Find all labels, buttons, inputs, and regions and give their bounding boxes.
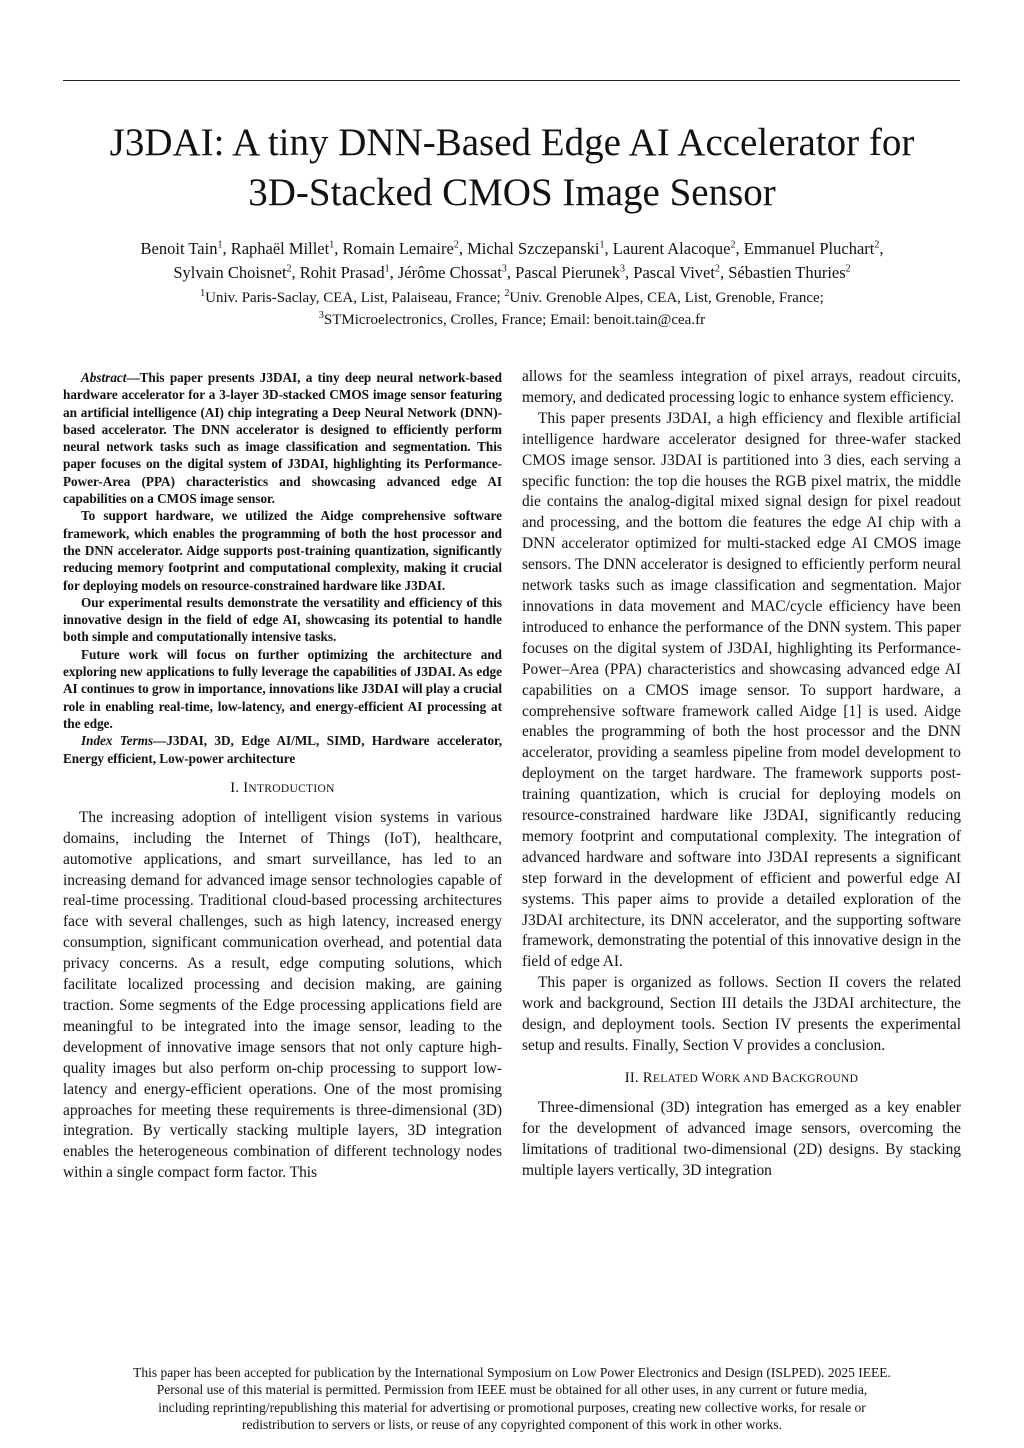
author: Sébastien Thuries$^2$ [728,263,851,282]
index-terms: Index Terms—J3DAI, 3D, Edge AI/ML, SIMD, Hardware accelerator, Energy efficient, Low-power architecture [63,733,502,766]
abstract-label: Abstract [81,370,127,385]
intro-paragraph-continued: allows for the seamless integration of pixel arrays, readout circuits, memory, and dedicated processing logic to enhance system efficiency. [522,368,961,406]
copyright-line: This paper has been accepted for publication by the International Symposium on Low Power Electronics and Design (ISLPED). 2025 IEEE. [133,1365,891,1380]
author: Benoit Tain$^1$, [140,239,231,258]
author: Pascal Vivet$^2$, [633,263,729,282]
copyright-notice [40,1364,984,1434]
author: Sylvain Choisnet$^2$, [173,263,300,282]
intro-paragraph: The increasing adoption of intelligent vision systems in various domains, including the Internet of Things (IoT), healthcare, automotive applications, and smart surveillance, has led to an increasing demand for advanced image sensor technologies capable of real-time processing. Traditional cloud-based processing architectures face with several challenges, such as high latency, increased energy consumption, significant communication overhead, and potential data privacy concerns. As a result, edge computing solutions, which facilitate localized processing and decision making, are gaining traction. Some segments of the Edge processing applications field are meaningful to be integrated into the image sensor, leading to the development of innovative image sensors that not only capture high-quality images but also perform on-chip processing to support low-latency and energy-efficient operations. One of the most promising approaches for meeting these requirements is three-dimensional (3D) integration. By vertically stacking multiple layers, 3D integration enables the heterogeneous combination of different technology nodes within a single compact form factor. This [63,808,502,1182]
affiliation-3: STMicroelectronics, Crolles, France; Email: benoit.tain@cea.fr [323,312,706,328]
intro-paragraph: This paper is organized as follows. Section II covers the related work and background, Section III details the J3DAI architecture, the design, and deployment tools. Section IV presents the experimental setup and results. Finally, Section V provides a conclusion. [522,974,961,1054]
section-heading-introduction: I. INTRODUCTION [230,779,335,796]
author: Jérôme Chossat$^3$, [397,263,516,282]
author: Laurent Alacoque$^2$, [612,239,744,258]
abstract-paragraph: To support hardware, we utilized the Aidge comprehensive software framework, which enables the programming of both the host processor and the DNN accelerator. Aidge supports post-training quantization, significantly reducing memory footprint and computational complexity, making it crucial for deploying models on resource-constrained hardware like J3DAI. [63,508,502,593]
title-line-1: J3DAI: A tiny DNN-Based Edge AI Accelerator for [109,121,915,164]
abstract-paragraph: Our experimental results demonstrate the versatility and efficiency of this innovative design in the field of edge AI, showcasing its potential to handle both simple and computationally intensive tasks. [63,594,502,645]
related-work-paragraph: Three-dimensional (3D) integration has emerged as a key enabler for the development of advanced image sensors, overcoming the limitations of traditional two-dimensional (2D) designs. By stacking multiple layers vertically, 3D integration [522,1098,961,1179]
left-column [63,367,502,1184]
abstract-paragraph: Abstract—This paper presents J3DAI, a tiny deep neural network-based hardware accelerator for a 3-layer 3D-stacked CMOS image sensor featuring an artificial intelligence (AI) chip integrating a Deep Neural Network (DNN)-based accelerator. The DNN accelerator is designed to efficiently perform neural network tasks such as image classification and segmentation. This paper focuses on the digital system of J3DAI, highlighting its Performance-Power-Area (PPA) characteristics and showcasing advanced edge AI capabilities on a CMOS image sensor. [63,370,502,507]
intro-paragraph: This paper presents J3DAI, a high efficiency and flexible artificial intelligence hardware accelerator designed for three-wafer stacked CMOS image sensor. J3DAI is partitioned into 3 dies, each serving a specific function: the top die houses the RGB pixel matrix, the middle die contains the analog-digital mixed signal design for pixel readout and processing, and the bottom die features the edge AI chip with a DNN accelerator optimized for multi-stacked edge AI CMOS image sensors. The DNN accelerator is designed to efficiently perform neural network tasks such as image classification and segmentation. Major innovations in data movement and MAC/cycle efficiency have been introduced to enhance the performance of the DNN system. This paper focuses on the digital system of J3DAI, highlighting its Performance-Power–Area (PPA) characteristics and showcasing advanced edge AI capabilities on a CMOS image sensor. To support hardware, a comprehensive software framework called Aidge [1] is used. Aidge enables the programming of both the host processor and the DNN accelerator, providing a seamless pipeline from model development to deployment on the target hardware. The framework supports post-training quantization, which is crucial for deploying models on resource-constrained hardware like J3DAI, significantly reducing memory footprint and computational complexity. The integration of advanced hardware and software into J3DAI represents a significant step forward in the development of efficient and powerful edge AI systems. This paper aims to provide a detailed exploration of the J3DAI architecture, its DNN accelerator, and the supporting software framework, demonstrating the potential of this innovative design in the field of edge AI. [522,409,961,971]
copyright-line: Personal use of this material is permitted. Permission from IEEE must be obtained for all other uses, in any current or future media, [156,1382,868,1398]
affiliation-2: Univ. Grenoble Alpes, CEA, List, Grenoble, France; [509,290,824,306]
author: Michal Szczepanski$^1$, [467,239,613,258]
affiliation-1: Univ. Paris-Saclay, CEA, List, Palaiseau, France; [205,290,505,306]
author: Pascal Pierunek$^3$, [515,263,634,282]
author: Rohit Prasad$^1$, [299,263,398,282]
copyright-line: including reprinting/republishing this material for advertising or promotional purposes, creating new collective works, for resale or [158,1399,866,1415]
copyright-line: redistribution to servers or lists, or reuse of any copyrighted component of this work in other works. [242,1417,782,1433]
author: Emmanuel Pluchart$^2$, [743,239,884,258]
index-terms-label: Index Terms [81,733,154,749]
author: Raphaël Millet$^1$, [230,239,343,258]
author: Romain Lemaire$^2$, [342,239,468,258]
section-heading-related-work: II. RELATED WORK AND BACKGROUND [624,1069,859,1086]
right-column [522,367,961,1182]
abstract-paragraph: Future work will focus on further optimizing the architecture and exploring new applications to fully leverage the capabilities of J3DAI. As edge AI continues to grow in importance, innovations like J3DAI will play a crucial role in enabling real-time, low-latency, and energy-efficient AI processing at the edge. [63,646,502,731]
header-rule [63,80,960,81]
affiliations: $^1$Univ. Paris-Saclay, CEA, List, Palaiseau, France; $^2$Univ. Grenoble Alpes, CEA, List, Grenoble, France; $^3$STMicroelectronics, Crolles, France; Email: benoit.tain@cea.fr [200,288,824,328]
paper-title [40,118,984,218]
author-list [40,237,984,285]
title-line-2: 3D-Stacked CMOS Image Sensor [248,171,776,214]
